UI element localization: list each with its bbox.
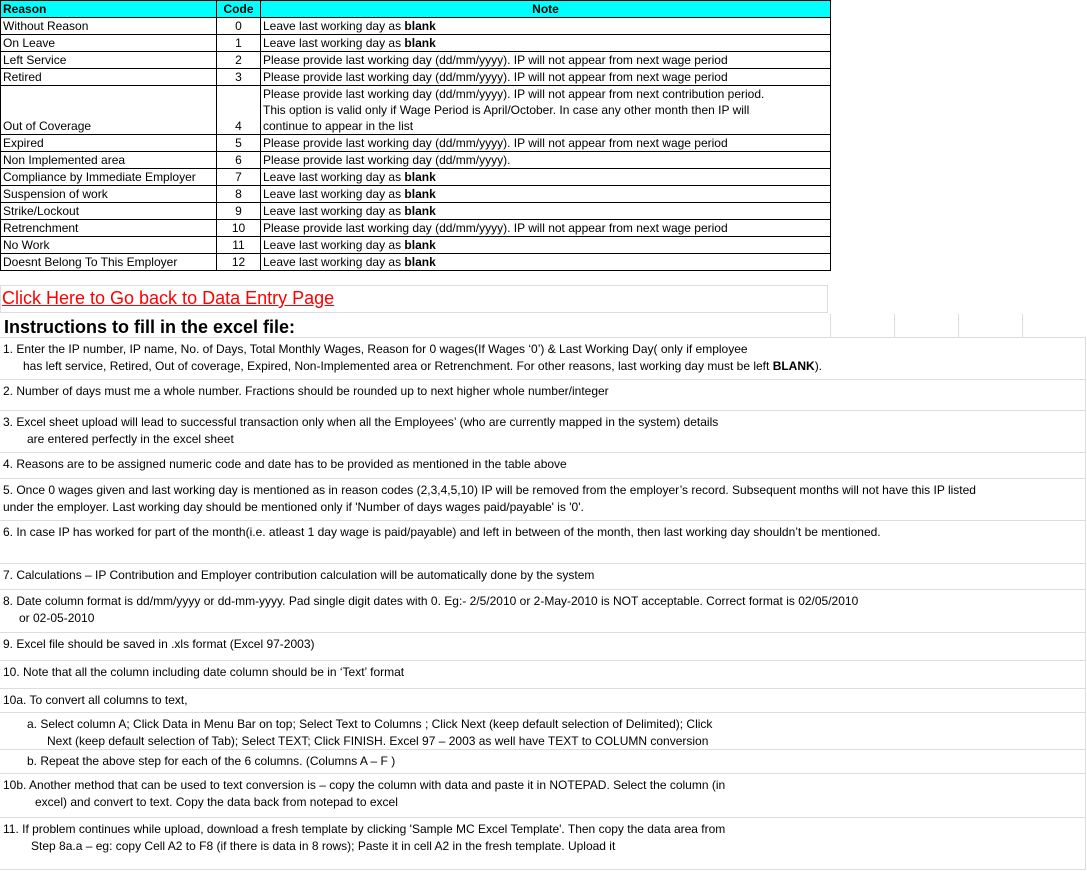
code-cell: 8 (217, 186, 261, 203)
step-a-line-2: Next (keep default selection of Tab); Select TEXT; Click FINISH. Excel 97 – 2003 as well have TEXT to COLUMN conversion (47, 734, 709, 748)
reason-cell: Doesnt Belong To This Employer (1, 254, 217, 271)
note-text: Leave last working day as (263, 204, 405, 218)
instruction-10a-step-a (0, 713, 1086, 750)
note-text: Leave last working day as (263, 255, 405, 269)
note-cell (261, 220, 831, 237)
instruction-8 (0, 590, 1086, 633)
note-cell (261, 186, 831, 203)
note-text: Leave last working day as (263, 36, 405, 50)
note-line: Please provide last working day (dd/mm/yyyy). IP will not appear from next contribution period. (263, 87, 765, 101)
note-emphasis: blank (404, 170, 436, 184)
code-cell: 12 (217, 254, 261, 271)
reason-code-table (0, 0, 831, 271)
header-code: Code (217, 1, 261, 18)
code-cell: 2 (217, 52, 261, 69)
reason-cell: On Leave (1, 35, 217, 52)
code-cell: 6 (217, 152, 261, 169)
note-text: Please provide last working day (dd/mm/yyyy). (263, 153, 511, 167)
instructions-section (0, 314, 1086, 870)
table-row (1, 203, 831, 220)
table-row (1, 220, 831, 237)
note-text: Leave last working day as (263, 170, 405, 184)
reason-cell: Expired (1, 135, 217, 152)
header-note: Note (261, 1, 831, 18)
reason-cell: Retired (1, 69, 217, 86)
code-cell: 5 (217, 135, 261, 152)
instruction-10a: 10a. To convert all columns to text, (0, 689, 1086, 713)
note-emphasis: blank (404, 255, 436, 269)
empty-grid-cells (830, 314, 1086, 337)
note-cell (261, 86, 831, 135)
note-cell (261, 135, 831, 152)
reason-cell: Compliance by Immediate Employer (1, 169, 217, 186)
instruction-10b (0, 774, 1086, 818)
grid-cell (1022, 314, 1086, 337)
instruction-5-line-1: 5. Once 0 wages given and last working day is mentioned as in reason codes (2,3,4,5,10) IP will be removed from the employer’s record. Subsequent months will not have this IP listed (3, 483, 976, 497)
note-emphasis: blank (404, 19, 436, 33)
table-row (1, 135, 831, 152)
reason-cell: Suspension of work (1, 186, 217, 203)
instruction-3 (0, 411, 1086, 453)
instruction-5-line-2: under the employer. Last working day should be mentioned only if 'Number of days wages paid/payable' is '0'. (3, 500, 584, 514)
table-row (1, 186, 831, 203)
reason-cell: Out of Coverage (1, 86, 217, 135)
note-emphasis: blank (404, 238, 436, 252)
table-header-row (1, 1, 831, 18)
note-emphasis: blank (404, 204, 436, 218)
code-cell: 7 (217, 169, 261, 186)
instruction-10: 10. Note that all the column including date column should be in ‘Text’ format (0, 661, 1086, 689)
table-row (1, 52, 831, 69)
table-body (1, 18, 831, 271)
grid-cell (830, 314, 894, 337)
table-row (1, 69, 831, 86)
instruction-7: 7. Calculations – IP Contribution and Employer contribution calculation will be automatically done by the system (0, 564, 1086, 590)
code-cell: 9 (217, 203, 261, 220)
instructions-title: Instructions to fill in the excel file: (4, 317, 296, 337)
note-text: Leave last working day as (263, 19, 405, 33)
table-row (1, 152, 831, 169)
table-row (1, 237, 831, 254)
blank-emphasis: BLANK (772, 359, 815, 373)
instruction-2: 2. Number of days must me a whole number. Fractions should be rounded up to next higher whole number/integer (0, 380, 1086, 411)
note-cell (261, 203, 831, 220)
instruction-1-line-2: has left service, Retired, Out of coverage, Expired, Non-Implemented area or Retrenchment. For other reasons, last working day must be left BLANK). (23, 359, 823, 373)
instruction-10a-step-b: b. Repeat the above step for each of the 6 columns. (Columns A – F ) (0, 750, 1086, 774)
instruction-3-line-2: are entered perfectly in the excel sheet (27, 432, 234, 446)
table-row (1, 18, 831, 35)
instruction-11 (0, 818, 1086, 870)
instruction-1-line-1: 1. Enter the IP number, IP name, No. of Days, Total Monthly Wages, Reason for 0 wages(If Wages ‘0’) & Last Working Day( only if employee (3, 342, 748, 356)
note-cell (261, 152, 831, 169)
table-row (1, 35, 831, 52)
table-row (1, 169, 831, 186)
instructions-title-row (0, 314, 1086, 338)
reason-cell: Retrenchment (1, 220, 217, 237)
code-cell: 11 (217, 237, 261, 254)
note-text: Please provide last working day (dd/mm/yyyy). IP will not appear from next wage period (263, 70, 728, 84)
reason-cell: Left Service (1, 52, 217, 69)
instruction-10b-line-1: 10b. Another method that can be used to text conversion is – copy the column with data and paste it in NOTEPAD. Select the column (in (3, 778, 726, 792)
code-cell: 3 (217, 69, 261, 86)
grid-cell (894, 314, 958, 337)
instruction-9: 9. Excel file should be saved in .xls format (Excel 97-2003) (0, 633, 1086, 661)
note-text: Please provide last working day (dd/mm/yyyy). IP will not appear from next wage period (263, 221, 728, 235)
instruction-3-line-1: 3. Excel sheet upload will lead to successful transaction only when all the Employees’ (who are currently mapped in the system) details (3, 415, 719, 429)
instruction-8-line-1: 8. Date column format is dd/mm/yyyy or dd-mm-yyyy. Pad single digit dates with 0. Eg:- 2/5/2010 or 2-May-2010 is NOT acceptable. Correct format is 02/05/2010 (3, 594, 859, 608)
code-cell: 0 (217, 18, 261, 35)
grid-cell (958, 314, 1022, 337)
back-to-data-entry-link[interactable]: Click Here to Go back to Data Entry Page (2, 288, 335, 308)
note-cell (261, 18, 831, 35)
note-cell (261, 52, 831, 69)
reason-cell: Strike/Lockout (1, 203, 217, 220)
note-cell (261, 35, 831, 52)
note-cell (261, 69, 831, 86)
note-text: Leave last working day as (263, 238, 405, 252)
instruction-11-line-2: Step 8a.a – eg: copy Cell A2 to F8 (if there is data in 8 rows); Paste it in cell A2 in the fresh template. Upload it (31, 839, 616, 853)
reason-cell: Non Implemented area (1, 152, 217, 169)
header-reason: Reason (1, 1, 217, 18)
note-emphasis: blank (404, 36, 436, 50)
step-a-line-1: a. Select column A; Click Data in Menu Bar on top; Select Text to Columns ; Click Next (keep default selection of Delimited); Click (27, 717, 713, 731)
note-cell (261, 169, 831, 186)
table-row (1, 254, 831, 271)
note-emphasis: blank (404, 187, 436, 201)
code-cell: 1 (217, 35, 261, 52)
table-row (1, 86, 831, 135)
instruction-10b-line-2: excel) and convert to text. Copy the data back from notepad to excel (35, 795, 398, 809)
code-cell: 10 (217, 220, 261, 237)
instruction-11-line-1: 11. If problem continues while upload, download a fresh template by clicking 'Sample MC Excel Template'. Then copy the data area from (3, 822, 726, 836)
note-cell (261, 254, 831, 271)
code-cell: 4 (217, 86, 261, 135)
instruction-4: 4. Reasons are to be assigned numeric code and date has to be provided as mentioned in the table above (0, 453, 1086, 479)
note-cell (261, 237, 831, 254)
note-text: Please provide last working day (dd/mm/yyyy). IP will not appear from next wage period (263, 136, 728, 150)
reason-cell: Without Reason (1, 18, 217, 35)
note-text: Leave last working day as (263, 187, 405, 201)
note-line: This option is valid only if Wage Period is April/October. In case any other month then IP will (263, 103, 750, 117)
instruction-1 (0, 338, 1086, 380)
note-text: Please provide last working day (dd/mm/yyyy). IP will not appear from next wage period (263, 53, 728, 67)
instruction-6: 6. In case IP has worked for part of the month(i.e. atleast 1 day wage is paid/payable) and left in between of the month, then last working day shouldn’t be mentioned. (0, 521, 1086, 564)
reason-cell: No Work (1, 237, 217, 254)
note-line: continue to appear in the list (263, 119, 414, 133)
instruction-8-line-2: or 02-05-2010 (19, 611, 95, 625)
instruction-5 (0, 479, 1086, 521)
